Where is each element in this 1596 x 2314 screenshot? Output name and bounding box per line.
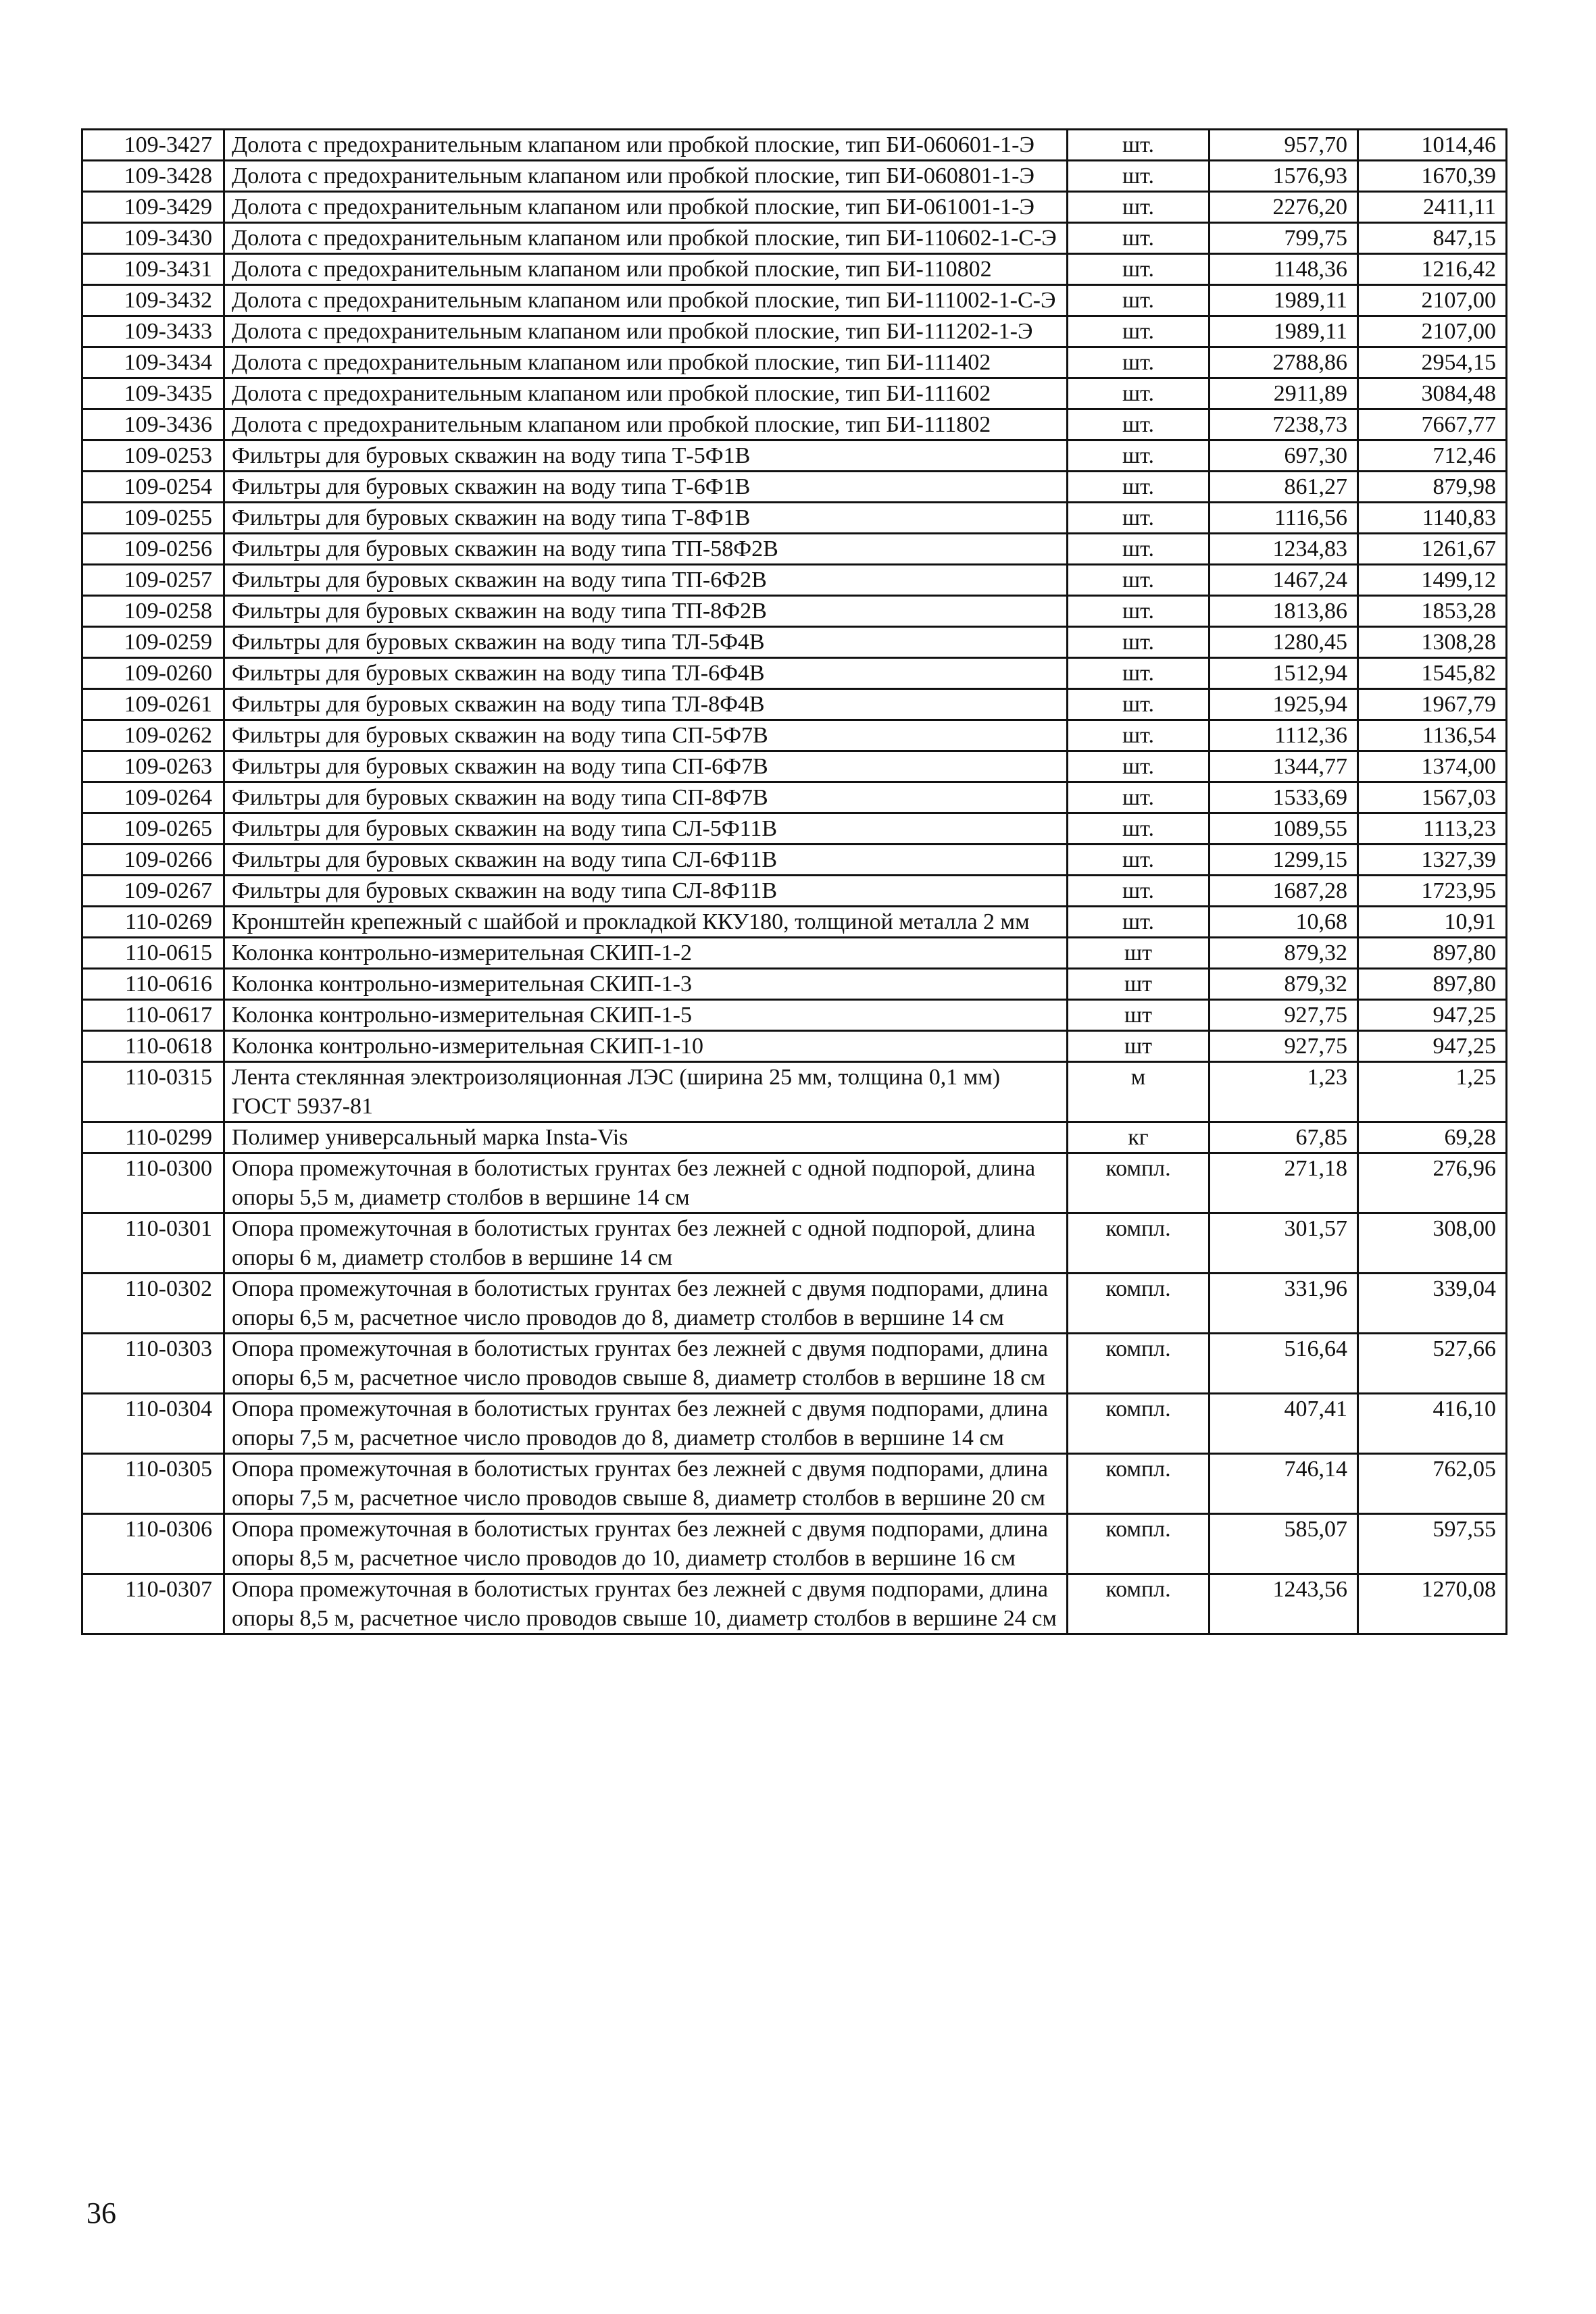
table-row [82, 503, 1507, 534]
item-code: 109-0263 [82, 751, 224, 782]
item-code: 109-3427 [82, 130, 224, 161]
item-price: 1467,24 [1210, 565, 1358, 596]
item-name: Полимер универсальный марка Insta-Vis [224, 1122, 1068, 1153]
table-row [82, 751, 1507, 782]
item-price: 1533,69 [1210, 782, 1358, 813]
item-price: 927,75 [1210, 1031, 1358, 1062]
item-name: Колонка контрольно-измерительная СКИП-1-10 [224, 1031, 1068, 1062]
item-name: Фильтры для буровых скважин на воду типа СП-6Ф7В [224, 751, 1068, 782]
item-code: 109-3436 [82, 409, 224, 441]
item-code: 109-0265 [82, 813, 224, 845]
item-code: 109-0253 [82, 441, 224, 472]
table-row [82, 316, 1507, 347]
table-row [82, 1031, 1507, 1062]
item-price-alt: 339,04 [1358, 1274, 1507, 1334]
item-unit: шт. [1068, 472, 1210, 503]
item-code: 110-0269 [82, 907, 224, 938]
item-price: 957,70 [1210, 130, 1358, 161]
price-table [81, 128, 1507, 1635]
table-row [82, 1334, 1507, 1394]
item-code: 110-0300 [82, 1153, 224, 1213]
table-row [82, 1454, 1507, 1514]
item-code: 109-3428 [82, 161, 224, 192]
table-row [82, 845, 1507, 876]
table-row [82, 596, 1507, 627]
item-name: Долота с предохранительным клапаном или пробкой плоские, тип БИ-111402 [224, 347, 1068, 378]
item-price-alt: 1374,00 [1358, 751, 1507, 782]
item-name: Опора промежуточная в болотистых грунтах без лежней с двумя подпорами, длина опоры 6,5 м, расчетное число проводов свыше 8, диаметр столбов в вершине 18 см [224, 1334, 1068, 1394]
item-price: 1243,56 [1210, 1574, 1358, 1634]
item-code: 109-3429 [82, 192, 224, 223]
table-row [82, 876, 1507, 907]
item-unit: шт. [1068, 441, 1210, 472]
item-name: Долота с предохранительным клапаном или пробкой плоские, тип БИ-110802 [224, 254, 1068, 285]
item-price: 1112,36 [1210, 720, 1358, 751]
item-price-alt: 1327,39 [1358, 845, 1507, 876]
item-unit: шт. [1068, 596, 1210, 627]
item-price: 1687,28 [1210, 876, 1358, 907]
item-name: Фильтры для буровых скважин на воду типа Т-6Ф1В [224, 472, 1068, 503]
item-price-alt: 1261,67 [1358, 534, 1507, 565]
item-price: 1116,56 [1210, 503, 1358, 534]
item-code: 109-0261 [82, 689, 224, 720]
table-row [82, 907, 1507, 938]
item-unit: шт. [1068, 503, 1210, 534]
item-unit: компл. [1068, 1334, 1210, 1394]
item-unit: шт. [1068, 534, 1210, 565]
table-row [82, 689, 1507, 720]
item-price-alt: 947,25 [1358, 1000, 1507, 1031]
item-price-alt: 2107,00 [1358, 285, 1507, 316]
item-name: Фильтры для буровых скважин на воду типа ТП-8Ф2В [224, 596, 1068, 627]
item-price: 67,85 [1210, 1122, 1358, 1153]
item-code: 109-3431 [82, 254, 224, 285]
item-unit: шт. [1068, 751, 1210, 782]
table-row [82, 254, 1507, 285]
item-unit: шт. [1068, 409, 1210, 441]
item-price: 927,75 [1210, 1000, 1358, 1031]
table-row [82, 1574, 1507, 1634]
table-row [82, 782, 1507, 813]
item-price: 861,27 [1210, 472, 1358, 503]
price-table-body [82, 130, 1507, 1634]
item-code: 110-0307 [82, 1574, 224, 1634]
table-row [82, 347, 1507, 378]
item-price: 331,96 [1210, 1274, 1358, 1334]
item-price-alt: 1853,28 [1358, 596, 1507, 627]
item-price: 1925,94 [1210, 689, 1358, 720]
item-price: 1813,86 [1210, 596, 1358, 627]
item-price-alt: 3084,48 [1358, 378, 1507, 409]
item-price: 271,18 [1210, 1153, 1358, 1213]
table-row [82, 1153, 1507, 1213]
item-price: 879,32 [1210, 938, 1358, 969]
item-price-alt: 416,10 [1358, 1394, 1507, 1454]
item-price-alt: 1967,79 [1358, 689, 1507, 720]
item-code: 109-3433 [82, 316, 224, 347]
item-price-alt: 7667,77 [1358, 409, 1507, 441]
item-price-alt: 847,15 [1358, 223, 1507, 254]
item-name: Долота с предохранительным клапаном или пробкой плоские, тип БИ-111202-1-Э [224, 316, 1068, 347]
table-row [82, 472, 1507, 503]
item-unit: шт. [1068, 347, 1210, 378]
item-price-alt: 527,66 [1358, 1334, 1507, 1394]
item-code: 109-0255 [82, 503, 224, 534]
item-unit: шт. [1068, 782, 1210, 813]
item-price: 585,07 [1210, 1514, 1358, 1574]
item-name: Фильтры для буровых скважин на воду типа ТП-6Ф2В [224, 565, 1068, 596]
item-price-alt: 69,28 [1358, 1122, 1507, 1153]
item-unit: шт. [1068, 378, 1210, 409]
table-row [82, 1062, 1507, 1122]
item-price: 301,57 [1210, 1213, 1358, 1274]
table-row [82, 441, 1507, 472]
item-unit: шт. [1068, 845, 1210, 876]
item-price: 1299,15 [1210, 845, 1358, 876]
item-name: Колонка контрольно-измерительная СКИП-1-3 [224, 969, 1068, 1000]
item-price-alt: 1140,83 [1358, 503, 1507, 534]
item-price-alt: 1,25 [1358, 1062, 1507, 1122]
item-unit: м [1068, 1062, 1210, 1122]
item-unit: шт [1068, 938, 1210, 969]
item-unit: компл. [1068, 1153, 1210, 1213]
item-name: Лента стеклянная электроизоляционная ЛЭС (ширина 25 мм, толщина 0,1 мм) ГОСТ 5937-81 [224, 1062, 1068, 1122]
item-price-alt: 897,80 [1358, 969, 1507, 1000]
table-row [82, 969, 1507, 1000]
item-unit: шт [1068, 1000, 1210, 1031]
item-unit: шт. [1068, 876, 1210, 907]
item-name: Фильтры для буровых скважин на воду типа СЛ-6Ф11В [224, 845, 1068, 876]
item-price-alt: 947,25 [1358, 1031, 1507, 1062]
item-name: Опора промежуточная в болотистых грунтах без лежней с двумя подпорами, длина опоры 8,5 м, расчетное число проводов свыше 10, диаметр столбов в вершине 24 см [224, 1574, 1068, 1634]
table-row [82, 534, 1507, 565]
item-price: 1989,11 [1210, 316, 1358, 347]
item-name: Долота с предохранительным клапаном или пробкой плоские, тип БИ-110602-1-С-Э [224, 223, 1068, 254]
item-name: Фильтры для буровых скважин на воду типа ТЛ-8Ф4В [224, 689, 1068, 720]
item-name: Фильтры для буровых скважин на воду типа СЛ-8Ф11В [224, 876, 1068, 907]
item-price: 1089,55 [1210, 813, 1358, 845]
item-name: Опора промежуточная в болотистых грунтах без лежней с двумя подпорами, длина опоры 8,5 м, расчетное число проводов до 10, диаметр столбов в вершине 16 см [224, 1514, 1068, 1574]
table-row [82, 658, 1507, 689]
table-row [82, 1514, 1507, 1574]
item-name: Фильтры для буровых скважин на воду типа СП-5Ф7В [224, 720, 1068, 751]
item-price: 1344,77 [1210, 751, 1358, 782]
table-row [82, 409, 1507, 441]
item-unit: шт [1068, 969, 1210, 1000]
item-price-alt: 1723,95 [1358, 876, 1507, 907]
item-name: Фильтры для буровых скважин на воду типа ТП-58Ф2В [224, 534, 1068, 565]
item-name: Долота с предохранительным клапаном или пробкой плоские, тип БИ-061001-1-Э [224, 192, 1068, 223]
item-code: 110-0304 [82, 1394, 224, 1454]
item-unit: шт. [1068, 130, 1210, 161]
item-code: 109-3432 [82, 285, 224, 316]
item-price-alt: 2954,15 [1358, 347, 1507, 378]
item-price: 2911,89 [1210, 378, 1358, 409]
item-price: 2276,20 [1210, 192, 1358, 223]
item-price-alt: 1014,46 [1358, 130, 1507, 161]
item-unit: компл. [1068, 1454, 1210, 1514]
item-price-alt: 712,46 [1358, 441, 1507, 472]
item-unit: компл. [1068, 1514, 1210, 1574]
item-name: Фильтры для буровых скважин на воду типа Т-8Ф1В [224, 503, 1068, 534]
table-row [82, 1213, 1507, 1274]
item-name: Долота с предохранительным клапаном или пробкой плоские, тип БИ-060801-1-Э [224, 161, 1068, 192]
table-row [82, 192, 1507, 223]
item-name: Фильтры для буровых скважин на воду типа ТЛ-5Ф4В [224, 627, 1068, 658]
item-name: Опора промежуточная в болотистых грунтах без лежней с двумя подпорами, длина опоры 7,5 м, расчетное число проводов до 8, диаметр столбов в вершине 14 см [224, 1394, 1068, 1454]
item-unit: шт. [1068, 223, 1210, 254]
item-unit: шт. [1068, 689, 1210, 720]
item-code: 110-0616 [82, 969, 224, 1000]
item-price: 1989,11 [1210, 285, 1358, 316]
item-unit: шт [1068, 1031, 1210, 1062]
item-price-alt: 2411,11 [1358, 192, 1507, 223]
item-code: 109-0257 [82, 565, 224, 596]
table-row [82, 223, 1507, 254]
item-unit: компл. [1068, 1394, 1210, 1454]
item-unit: шт. [1068, 192, 1210, 223]
item-price-alt: 1670,39 [1358, 161, 1507, 192]
item-code: 109-0259 [82, 627, 224, 658]
item-unit: компл. [1068, 1213, 1210, 1274]
item-price-alt: 276,96 [1358, 1153, 1507, 1213]
item-code: 109-3434 [82, 347, 224, 378]
item-name: Колонка контрольно-измерительная СКИП-1-2 [224, 938, 1068, 969]
item-code: 109-0260 [82, 658, 224, 689]
item-price-alt: 1270,08 [1358, 1574, 1507, 1634]
price-table-container [81, 128, 1505, 1635]
item-name: Кронштейн крепежный с шайбой и прокладкой ККУ180, толщиной металла 2 мм [224, 907, 1068, 938]
item-price: 879,32 [1210, 969, 1358, 1000]
item-code: 109-0256 [82, 534, 224, 565]
item-price-alt: 1216,42 [1358, 254, 1507, 285]
item-unit: шт. [1068, 316, 1210, 347]
item-code: 110-0299 [82, 1122, 224, 1153]
table-row [82, 813, 1507, 845]
item-price-alt: 1136,54 [1358, 720, 1507, 751]
item-code: 109-0267 [82, 876, 224, 907]
table-row [82, 565, 1507, 596]
item-code: 109-0264 [82, 782, 224, 813]
item-price: 1576,93 [1210, 161, 1358, 192]
item-price: 1280,45 [1210, 627, 1358, 658]
item-price: 1234,83 [1210, 534, 1358, 565]
table-row [82, 938, 1507, 969]
item-price: 1,23 [1210, 1062, 1358, 1122]
item-price: 516,64 [1210, 1334, 1358, 1394]
table-row [82, 1394, 1507, 1454]
item-code: 109-0254 [82, 472, 224, 503]
item-price-alt: 879,98 [1358, 472, 1507, 503]
item-code: 109-0266 [82, 845, 224, 876]
page-number: 36 [86, 2196, 116, 2230]
table-row [82, 130, 1507, 161]
item-name: Долота с предохранительным клапаном или пробкой плоские, тип БИ-060601-1-Э [224, 130, 1068, 161]
table-row [82, 378, 1507, 409]
table-row [82, 1122, 1507, 1153]
item-price: 2788,86 [1210, 347, 1358, 378]
item-code: 110-0615 [82, 938, 224, 969]
item-code: 110-0305 [82, 1454, 224, 1514]
item-price-alt: 897,80 [1358, 938, 1507, 969]
item-code: 110-0617 [82, 1000, 224, 1031]
table-row [82, 285, 1507, 316]
item-price: 407,41 [1210, 1394, 1358, 1454]
item-name: Опора промежуточная в болотистых грунтах без лежней с одной подпорой, длина опоры 5,5 м, диаметр столбов в вершине 14 см [224, 1153, 1068, 1213]
item-name: Долота с предохранительным клапаном или пробкой плоские, тип БИ-111602 [224, 378, 1068, 409]
item-price: 1148,36 [1210, 254, 1358, 285]
item-unit: шт. [1068, 813, 1210, 845]
table-row [82, 1000, 1507, 1031]
item-unit: шт. [1068, 720, 1210, 751]
item-code: 110-0301 [82, 1213, 224, 1274]
item-price: 746,14 [1210, 1454, 1358, 1514]
item-unit: шт. [1068, 565, 1210, 596]
item-price: 10,68 [1210, 907, 1358, 938]
table-row [82, 1274, 1507, 1334]
item-price-alt: 1499,12 [1358, 565, 1507, 596]
item-price-alt: 1545,82 [1358, 658, 1507, 689]
item-price-alt: 10,91 [1358, 907, 1507, 938]
item-code: 110-0315 [82, 1062, 224, 1122]
item-price-alt: 1308,28 [1358, 627, 1507, 658]
item-name: Опора промежуточная в болотистых грунтах без лежней с двумя подпорами, длина опоры 7,5 м, расчетное число проводов свыше 8, диаметр столбов в вершине 20 см [224, 1454, 1068, 1514]
item-code: 109-3430 [82, 223, 224, 254]
item-name: Долота с предохранительным клапаном или пробкой плоские, тип БИ-111802 [224, 409, 1068, 441]
item-unit: шт. [1068, 285, 1210, 316]
item-price-alt: 1567,03 [1358, 782, 1507, 813]
item-price: 697,30 [1210, 441, 1358, 472]
item-unit: шт. [1068, 907, 1210, 938]
item-name: Фильтры для буровых скважин на воду типа СП-8Ф7В [224, 782, 1068, 813]
item-price: 7238,73 [1210, 409, 1358, 441]
item-price: 799,75 [1210, 223, 1358, 254]
item-price-alt: 2107,00 [1358, 316, 1507, 347]
item-unit: шт. [1068, 161, 1210, 192]
item-name: Долота с предохранительным клапаном или пробкой плоские, тип БИ-111002-1-С-Э [224, 285, 1068, 316]
item-unit: компл. [1068, 1274, 1210, 1334]
item-name: Фильтры для буровых скважин на воду типа ТЛ-6Ф4В [224, 658, 1068, 689]
item-price-alt: 597,55 [1358, 1514, 1507, 1574]
table-row [82, 627, 1507, 658]
item-code: 109-0258 [82, 596, 224, 627]
table-row [82, 161, 1507, 192]
item-code: 110-0618 [82, 1031, 224, 1062]
item-code: 109-0262 [82, 720, 224, 751]
item-code: 110-0303 [82, 1334, 224, 1394]
item-code: 110-0306 [82, 1514, 224, 1574]
item-price-alt: 762,05 [1358, 1454, 1507, 1514]
item-unit: кг [1068, 1122, 1210, 1153]
item-name: Опора промежуточная в болотистых грунтах без лежней с одной подпорой, длина опоры 6 м, диаметр столбов в вершине 14 см [224, 1213, 1068, 1274]
item-name: Опора промежуточная в болотистых грунтах без лежней с двумя подпорами, длина опоры 6,5 м, расчетное число проводов до 8, диаметр столбов в вершине 14 см [224, 1274, 1068, 1334]
item-name: Фильтры для буровых скважин на воду типа СЛ-5Ф11В [224, 813, 1068, 845]
item-unit: шт. [1068, 627, 1210, 658]
item-name: Фильтры для буровых скважин на воду типа Т-5Ф1В [224, 441, 1068, 472]
item-name: Колонка контрольно-измерительная СКИП-1-5 [224, 1000, 1068, 1031]
item-unit: шт. [1068, 658, 1210, 689]
item-code: 110-0302 [82, 1274, 224, 1334]
item-price: 1512,94 [1210, 658, 1358, 689]
item-unit: компл. [1068, 1574, 1210, 1634]
table-row [82, 720, 1507, 751]
item-code: 109-3435 [82, 378, 224, 409]
item-price-alt: 308,00 [1358, 1213, 1507, 1274]
item-unit: шт. [1068, 254, 1210, 285]
item-price-alt: 1113,23 [1358, 813, 1507, 845]
